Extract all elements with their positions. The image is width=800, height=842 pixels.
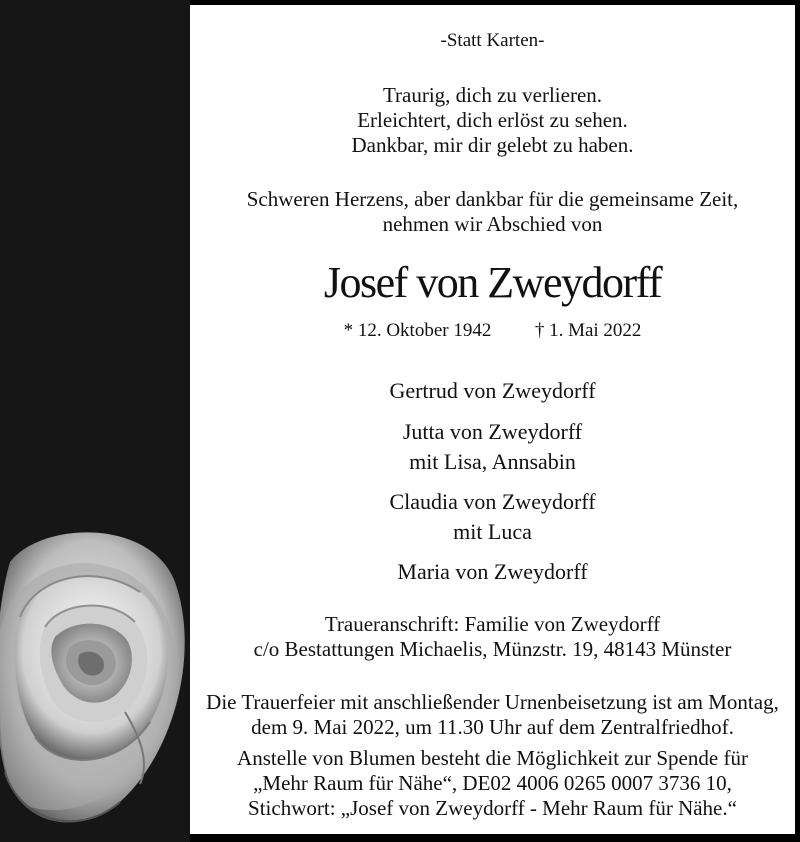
notice-panel: [190, 5, 795, 834]
deceased-name: Josef von Zweydorff: [323, 258, 662, 307]
death-date: † 1. Mai 2022: [534, 320, 642, 341]
donation-line-3: Stichwort: „Josef von Zweydorff - Mehr Raum für Nähe.“: [248, 796, 737, 820]
statt-karten: -Statt Karten-: [440, 30, 545, 51]
intro-line-1: Schweren Herzens, aber dankbar für die gemeinsame Zeit,: [246, 187, 739, 211]
donation-line-2: „Mehr Raum für Nähe“, DE02 4006 0265 0007 3736 10,: [253, 771, 732, 795]
rose-image: [0, 522, 190, 837]
intro-line-2: nehmen wir Abschied von: [382, 212, 603, 236]
mourner-2-family: mit Lisa, Annsabin: [409, 449, 576, 474]
mourner-3-family: mit Luca: [453, 519, 532, 544]
poem-line-3: Dankbar, mir dir gelebt zu haben.: [351, 133, 634, 157]
ceremony-line-1: Die Trauerfeier mit anschließender Urnenbeisetzung ist am Montag,: [206, 690, 779, 714]
poem-line-2: Erleichtert, dich erlöst zu sehen.: [357, 108, 628, 132]
birth-date: * 12. Oktober 1942: [343, 320, 492, 341]
ceremony-line-2: dem 9. Mai 2022, um 11.30 Uhr auf dem Zentralfriedhof.: [251, 715, 734, 739]
donation-line-1: Anstelle von Blumen besteht die Möglichkeit zur Spende für: [237, 746, 748, 770]
black-sidebar: [0, 0, 190, 842]
mourner-1: Gertrud von Zweydorff: [389, 378, 596, 403]
mourner-2: Jutta von Zweydorff: [402, 419, 583, 444]
mourner-3: Claudia von Zweydorff: [389, 489, 596, 514]
poem-line-1: Traurig, dich zu verlieren.: [382, 83, 603, 107]
address-line-1: Traueranschrift: Familie von Zweydorff: [324, 612, 661, 636]
address-line-2: c/o Bestattungen Michaelis, Münzstr. 19, 48143 Münster: [253, 637, 732, 661]
mourner-4: Maria von Zweydorff: [397, 559, 588, 584]
life-dates: [190, 320, 795, 342]
